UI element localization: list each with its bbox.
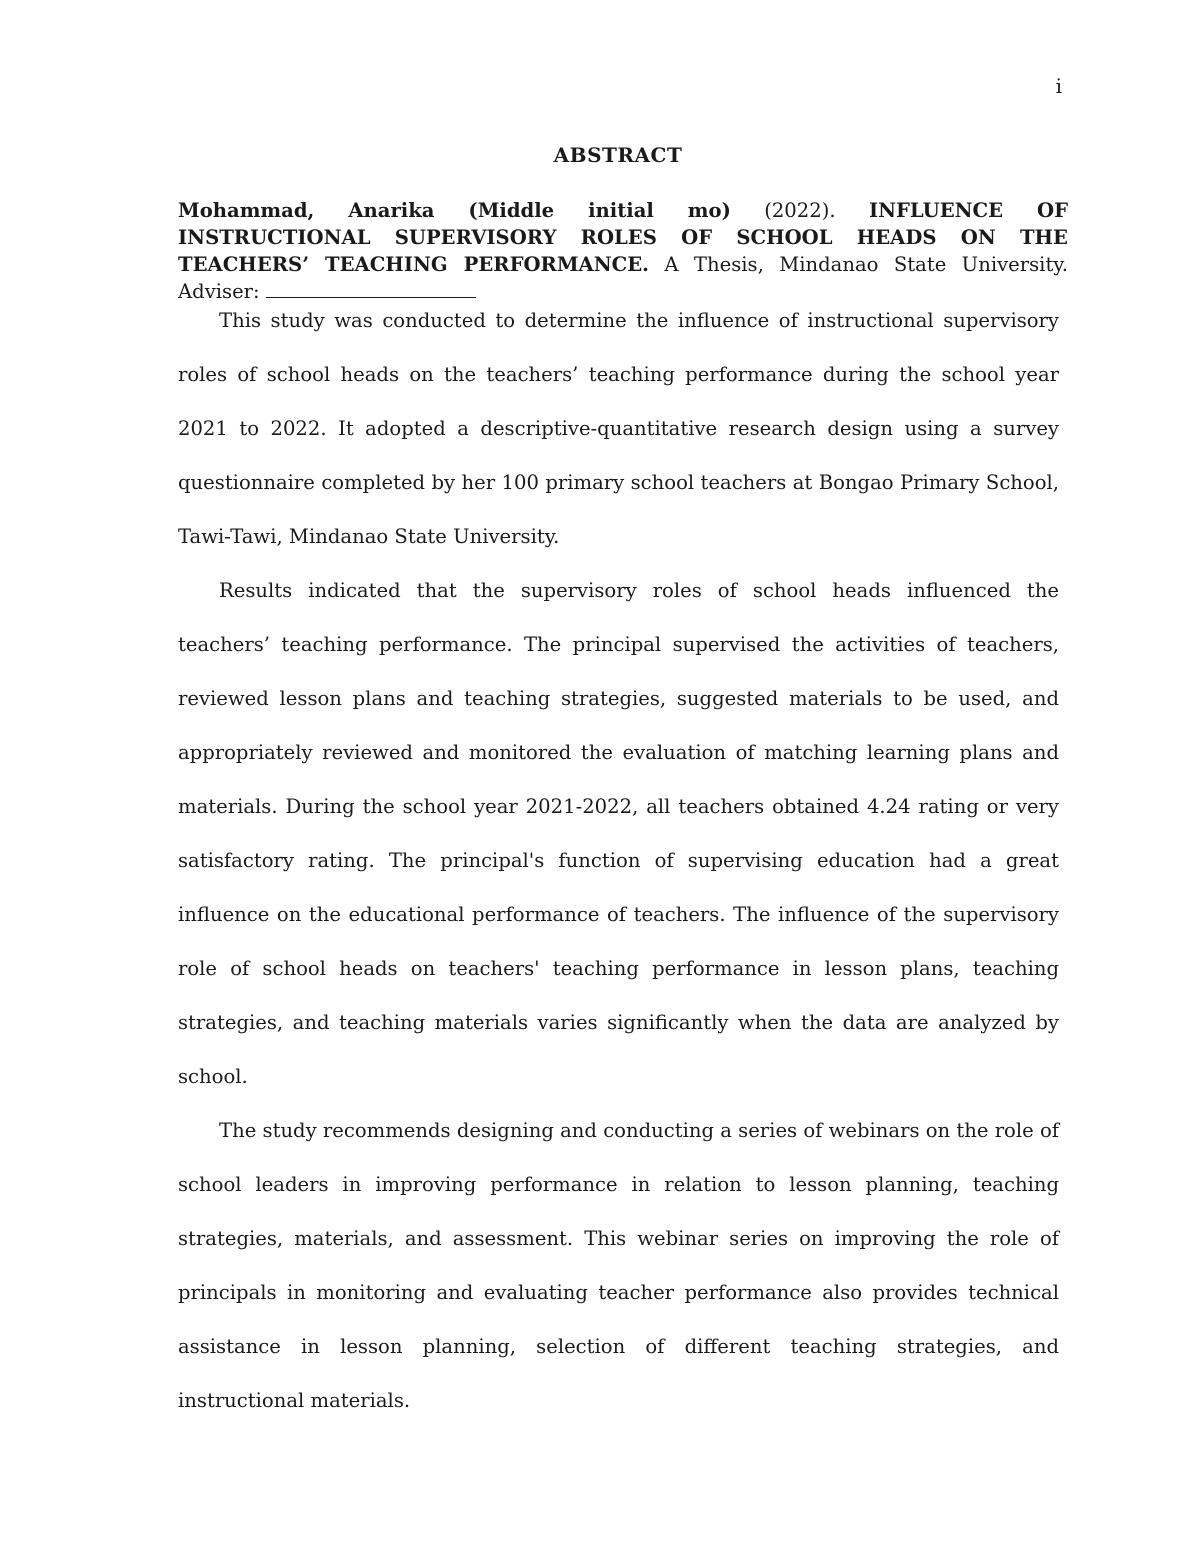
abstract-heading: ABSTRACT xyxy=(553,143,683,167)
abstract-body xyxy=(178,294,1059,1428)
citation-block xyxy=(178,197,1068,305)
citation-source: A Thesis, Mindanao State University. Adviser: xyxy=(178,253,1069,303)
paragraph-3: The study recommends designing and conducting a series of webinars on the role of school leaders in improving performance in relation to lesson planning, teaching strategies, materials, and assessment. This webinar series on improving the role of principals in monitoring and evaluating teacher performance also provides technical assistance in lesson planning, selection of different teaching strategies, and instructional materials. xyxy=(178,1119,1059,1412)
paragraph-1: This study was conducted to determine the influence of instructional supervisory roles of school heads on the teachers’ teaching performance during the school year 2021 to 2022. It adopted a descriptive-quantitative research design using a survey questionnaire completed by her 100 primary school teachers at Bongao Primary School, Tawi-Tawi, Mindanao State University. xyxy=(178,309,1059,548)
citation-title: INFLUENCE OF INSTRUCTIONAL SUPERVISORY ROLES OF SCHOOL HEADS ON THE TEACHERS’ TEACHING PERFORMANCE. xyxy=(178,199,1069,276)
paragraph-2: Results indicated that the supervisory roles of school heads influenced the teachers’ teaching performance. The principal supervised the activities of teachers, reviewed lesson plans and teaching strategies, suggested materials to be used, and appropriately reviewed and monitored the evaluation of matching learning plans and materials. During the school year 2021-2022, all teachers obtained 4.24 rating or very satisfactory rating. The principal's function of supervising education had a great influence on the educational performance of teachers. The influence of the supervisory role of school heads on teachers' teaching performance in lesson plans, teaching strategies, and teaching materials varies significantly when the data are analyzed by school. xyxy=(178,579,1059,1088)
citation-year: (2022). xyxy=(730,199,869,222)
citation-author: Mohammad, Anarika (Middle initial mo) xyxy=(178,199,731,222)
page-number: i xyxy=(1055,74,1062,98)
